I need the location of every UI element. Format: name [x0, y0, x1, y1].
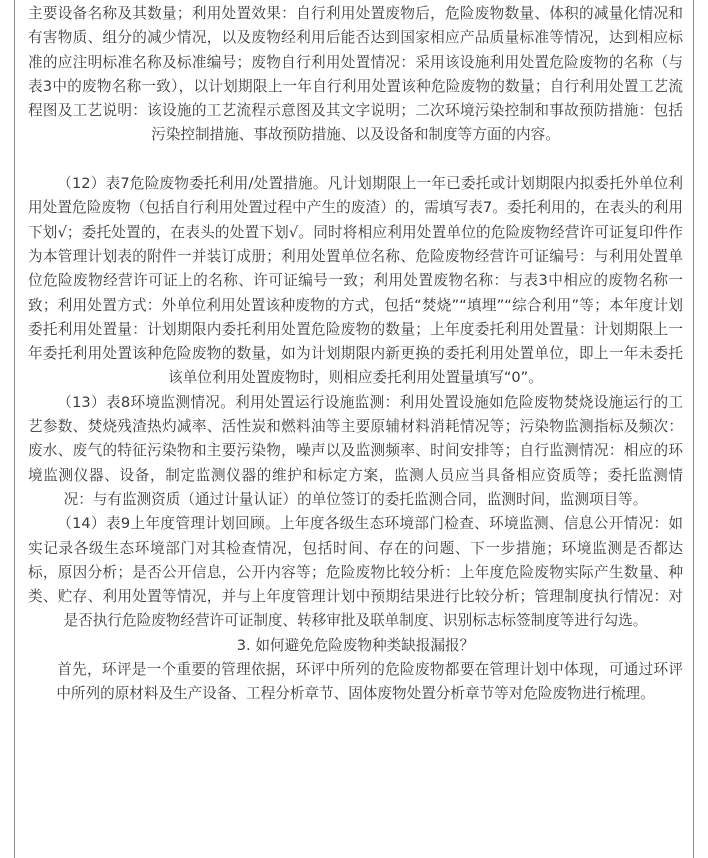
paragraph-first: 首先，环评是一个重要的管理依据，环评中所列的危险废物都要在管理计划中体现，可通过环评中所列的原材料及生产设备、工程分析章节、固体废物处置分析章节等对危险废物进行梳理。	[56, 661, 683, 703]
paragraph-13-table8: （13）表8环境监测情况。利用处置运行设施监测：利用处置设施如危险废物焚烧设施运行的工艺参数、焚烧残渣热灼减率、活性炭和燃料油等主要原辅材料消耗情况等；污染物监测指标及频次：废水、废气的特征污染物和主要污染物，噪声以及监测频率、时间安排等；自行监测情况：相应的环境监测仪器、设备，制定监测仪器的维护和标定方案，监测人员应当具备相应资质等；委托监测情况：与有监测资质（通过计量认证）的单位签订的委托监测合同，监测时间，监测项目等。	[28, 393, 683, 508]
paragraph-14-table9: （14）表9上年度管理计划回顾。上年度各级生态环境部门检查、环境监测、信息公开情况：如实记录各级生态环境部门对其检查情况，包括时间、存在的问题、下一步措施；环境监测是否都达标，原因分析；是否公开信息，公开内容等；危险废物比较分析：上年度危险废物实际产生数量、种类、贮存、利用处置等情况，并与上年度管理计划中预期结果进行比较分析；管理制度执行情况：对是否执行危险废物经营许可证制度、转移审批及联单制度、识别标志标签制度等进行勾选。	[28, 515, 683, 630]
article-body	[28, 2, 683, 707]
paragraph-spacer	[28, 148, 683, 172]
paragraph-12-table7: （12）表7危险废物委托利用/处置措施。凡计划期限上一年已委托或计划期限内拟委托外单位利用处置危险废物（包括自行利用处置过程中产生的废渣）的，需填写表7。委托利用的，在表头的利用下划√；委托处置的，在表头的处置下划√。同时将相应利用处置单位的危险废物经营许可证复印件作为本管理计划表的附件一并装订成册；利用处置单位名称、危险废物经营许可证编号：与利用处置单位危险废物经营许可证上的名称、许可证编号一致；利用处置废物名称：与表3中相应的废物名称一致；利用处置方式：外单位利用处置该种废物的方式，包括“焚烧”“填埋”“综合利用”等；本年度计划委托利用处置量：计划期限内委托利用处置危险废物的数量；上年度委托利用处置量：计划期限上一年委托利用处置该种危险废物的数量，如为计划期限内新更换的委托利用处置单位，即上一年未委托该单位利用处置废物时，则相应委托利用处置量填写“0”。	[28, 175, 683, 387]
paragraph-11-continued: 主要设备名称及其数量；利用处置效果：自行利用处置废物后，危险废物数量、体积的减量化情况和有害物质、组分的减少情况，以及废物经利用后能否达到国家相应产品质量标准等情况，达到相应标准的应注明标准名称及标准编号；废物自行利用处置情况：采用该设施利用处置危险废物的名称（与表3中的废物名称一致），以计划期限上一年自行利用处置该种危险废物的数量；自行利用处置工艺流程图及工艺说明：该设施的工艺流程示意图及其文字说明；二次环境污染控制和事故预防措施：包括污染控制措施、事故预防措施、以及设备和制度等方面的内容。	[28, 5, 683, 144]
section-heading-3: 3. 如何避免危险废物种类缺报漏报？	[236, 636, 475, 654]
